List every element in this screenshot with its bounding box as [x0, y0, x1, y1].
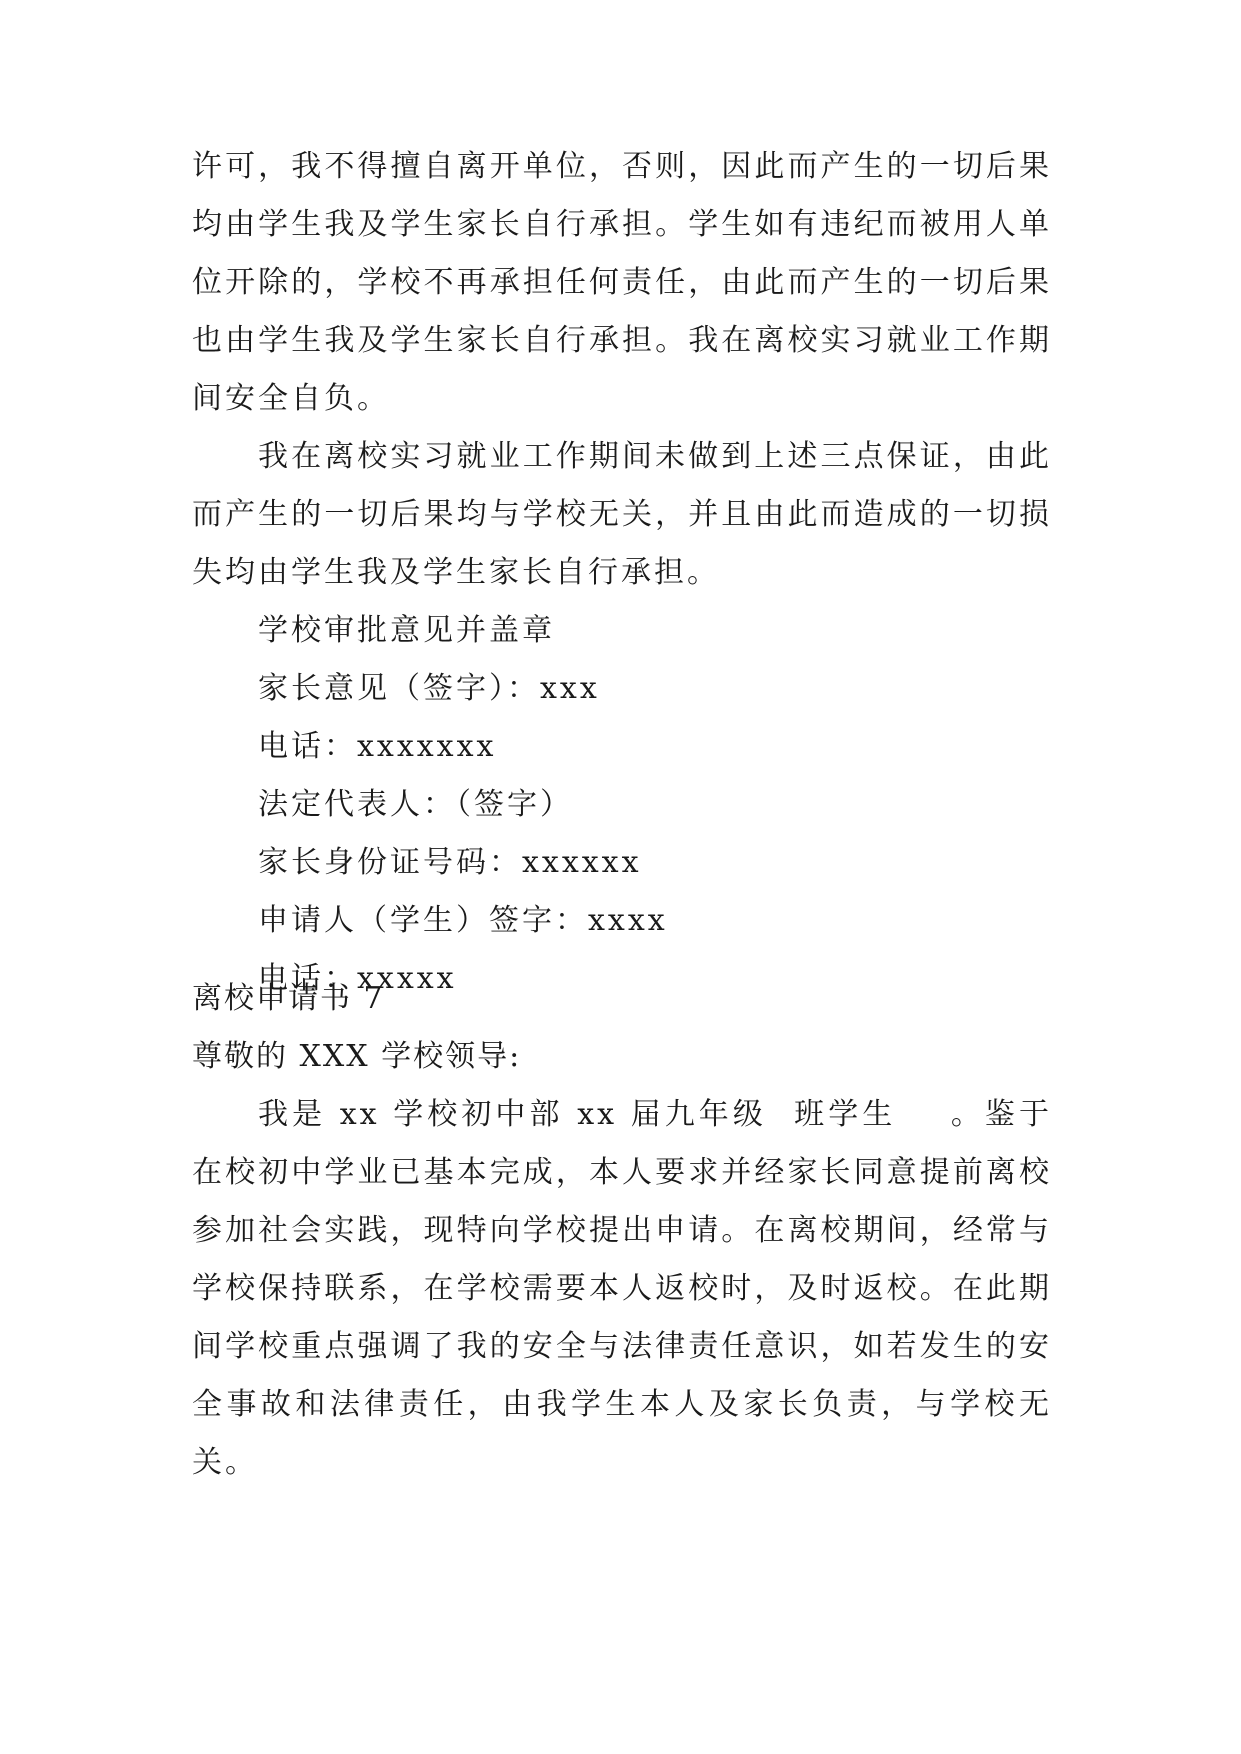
document-title: 离校申请书 7 [192, 981, 385, 1016]
paragraph-body: 我是 xx 学校初中部 xx 届九年级 班学生 。鉴于在校初中学业已基本完成，本人要求并经家长同意提前离校参加社会实践，现特向学校提出申请。在离校期间，经常与学校保持联系，在学校需要本人返校时，及时返校。在此期间学校重点强调了我的安全与法律责任意识，如若发生的安全事故和法律责任，由我学生本人及家长负责，与学校无关。 [192, 1097, 1052, 1480]
application-part-two [192, 970, 1052, 1492]
paragraph-continued: 许可，我不得擅自离开单位，否则，因此而产生的一切后果均由学生我及学生家长自行承担。学生如有违纪而被用人单位开除的，学校不再承担任何责任，由此而产生的一切后果也由学生我及学生家长自行承担。我在离校实习就业工作期间安全自负。 [192, 149, 1052, 416]
paragraph-guarantee: 我在离校实习就业工作期间未做到上述三点保证，由此而产生的一切后果均与学校无关，并且由此而造成的一切损失均由学生我及学生家长自行承担。 [192, 439, 1052, 590]
signoff-student-signature: 申请人（学生）签字：xxxx [258, 903, 668, 938]
signoff-legal-representative: 法定代表人：（签字） [258, 787, 573, 822]
salutation: 尊敬的 XXX 学校领导: [192, 1039, 522, 1074]
signoff-student-phone: 电话：xxxxx [258, 961, 457, 996]
signoff-parent-opinion: 家长意见（签字）：xxx [258, 671, 600, 706]
signoff-parent-id-number: 家长身份证号码：xxxxxx [258, 845, 642, 880]
application-part-one [192, 138, 1052, 1008]
signoff-school-approval: 学校审批意见并盖章 [258, 613, 555, 648]
signoff-parent-phone: 电话：xxxxxxx [258, 729, 497, 764]
